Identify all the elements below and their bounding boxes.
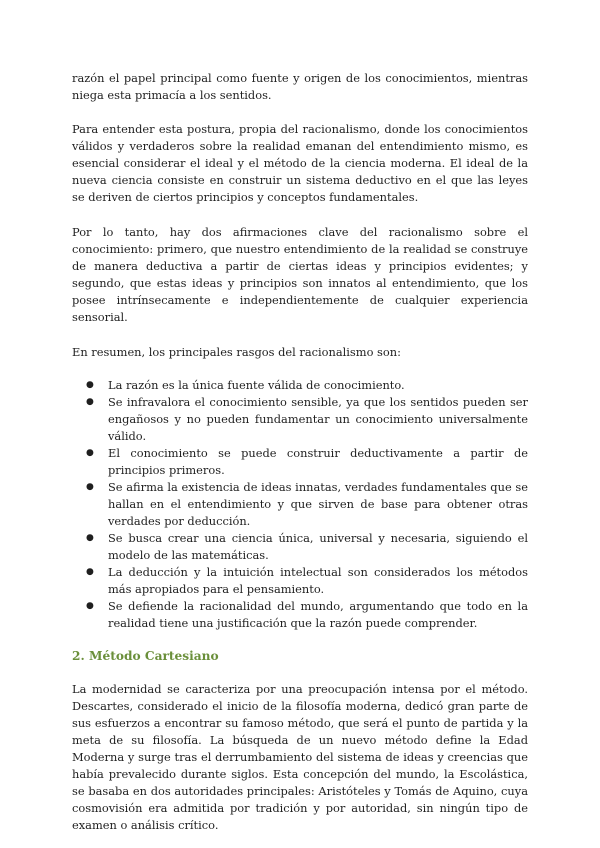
bullet-icon: ● (86, 567, 94, 577)
racionalismo-rasgos-list (72, 377, 528, 632)
list-item-text: Se defiende la racionalidad del mundo, argumentando que todo en la realidad tiene una justificación que la razón puede comprender. (108, 599, 528, 630)
section-heading-metodo-cartesiano: 2. Método Cartesiano (72, 649, 219, 663)
list-item (72, 394, 528, 445)
list-item-text: La razón es la única fuente válida de conocimiento. (108, 378, 405, 392)
list-item-text: El conocimiento se puede construir deductivamente a partir de principios primeros. (108, 446, 528, 477)
paragraph-intro-continuation: razón el papel principal como fuente y origen de los conocimientos, mientras niega esta primacía a los sentidos. (72, 71, 528, 102)
list-item-text: Se afirma la existencia de ideas innatas, verdades fundamentales que se hallan en el entendimiento y que sirven de base para obtener otras verdades por deducción. (108, 480, 528, 528)
bullet-icon: ● (86, 601, 94, 611)
list-item-text: La deducción y la intuición intelectual son considerados los métodos más apropiados para el pensamiento. (108, 565, 528, 596)
list-item (72, 564, 528, 598)
bullet-icon: ● (86, 482, 94, 492)
list-item (72, 530, 528, 564)
bullet-icon: ● (86, 397, 94, 407)
list-item (72, 445, 528, 479)
bullet-icon: ● (86, 380, 94, 390)
list-item (72, 377, 528, 394)
list-item-text: Se busca crear una ciencia única, universal y necesaria, siguiendo el modelo de las matemáticas. (108, 531, 528, 562)
paragraph-resumen-intro: En resumen, los principales rasgos del racionalismo son: (72, 345, 401, 359)
bullet-icon: ● (86, 533, 94, 543)
paragraph-metodo-cartesiano: La modernidad se caracteriza por una preocupación intensa por el método. Descartes, considerado el inicio de la filosofía moderna, dedicó gran parte de sus esfuerzos a encontrar su famoso método, que será el punto de partida y la meta de su filosofía. La búsqueda de un nuevo método define la Edad Moderna y surge tras el derrumbamiento del sistema de ideas y creencias que había prevalecido durante siglos. Esta concepción del mundo, la Escolástica, se basaba en dos autoridades principales: Aristóteles y Tomás de Aquino, cuya cosmovisión era admitida por tradición y por autoridad, sin ningún tipo de examen o análisis crítico. (72, 682, 528, 832)
list-item (72, 479, 528, 530)
page-content (72, 70, 528, 834)
list-item-text: Se infravalora el conocimiento sensible, ya que los sentidos pueden ser engañosos y no pueden fundamentar un conocimiento universalmente válido. (108, 395, 528, 443)
paragraph-afirmaciones-clave: Por lo tanto, hay dos afirmaciones clave del racionalismo sobre el conocimiento: primero, que nuestro entendimiento de la realidad se construye de manera deductiva a partir de ciertas ideas y principios evidentes; y segundo, que estas ideas y principios son innatos al entendimiento, que los posee intrínsecamente e independientemente de cualquier experiencia sensorial. (72, 225, 528, 324)
paragraph-racionalismo-ideal: Para entender esta postura, propia del racionalismo, donde los conocimientos válidos y verdaderos sobre la realidad emanan del entendimiento mismo, es esencial considerar el ideal y el método de la ciencia moderna. El ideal de la nueva ciencia consiste en construir un sistema deductivo en el que las leyes se deriven de ciertos principios y conceptos fundamentales. (72, 122, 528, 204)
bullet-icon: ● (86, 448, 94, 458)
list-item (72, 598, 528, 632)
